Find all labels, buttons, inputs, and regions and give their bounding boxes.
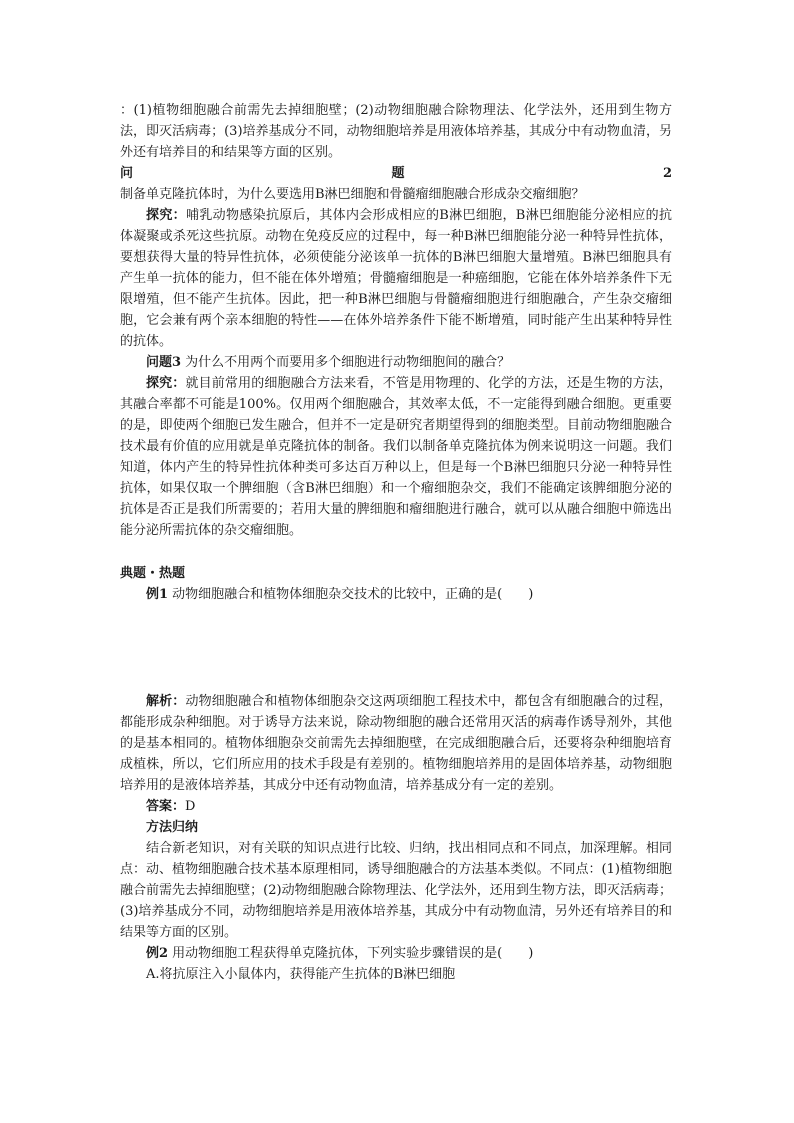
analysis-label: 解析： <box>146 694 186 709</box>
example-2 <box>120 943 672 964</box>
example-2-question: 用动物细胞工程获得单克隆抗体，下列实验步骤错误的是( ) <box>168 946 534 961</box>
question-2-explore <box>120 205 672 352</box>
example-2-label: 例2 <box>146 946 169 961</box>
question-2-heading <box>120 163 672 184</box>
example-1-analysis <box>120 691 672 796</box>
example-1-question: 动物细胞融合和植物体细胞杂交技术的比较中，正确的是( ) <box>168 587 534 602</box>
question-2-label-mid: 题 <box>391 166 405 181</box>
example-1 <box>120 584 672 605</box>
question-3-explore <box>120 373 672 541</box>
example-2-option-a: A.将抗原注入小鼠体内，获得能产生抗体的B淋巴细胞 <box>146 967 456 982</box>
question-3 <box>120 352 672 373</box>
section-title: 典题・热题 <box>120 566 186 581</box>
answer-label: 答案： <box>146 799 186 814</box>
question-2-number: 2 <box>662 166 672 181</box>
explore-text: 就目前常用的细胞融合方法来看，不管是用物理的、化学的方法，还是生物的方法，其融合率都不可能是100%。仅用两个细胞融合，其效率太低，不一定能得到融合细胞。更重要的是，即使两个细胞已发生融合，但并不一定是研究者期望得到的细胞类型。目前动物细胞融合技术最有价值的应用就是单克隆抗体的制备。我们以制备单克隆抗体为例来说明这一问题。我们知道，体内产生的特异性抗体种类可多达百万种以上，但是每一个B淋巴细胞只分泌一种特异性抗体，如果仅取一个脾细胞（含B淋巴细胞）和一个瘤细胞杂交，我们不能确定该脾细胞分泌的抗体是否正是我们所需要的；若用大量的脾细胞和瘤细胞进行融合，就可以从融合细胞中筛选出能分泌所需抗体的杂交瘤细胞。 <box>120 376 672 538</box>
question-2-text: 制备单克隆抗体时，为什么要选用B淋巴细胞和骨髓瘤细胞融合形成杂交瘤细胞？ <box>120 187 585 202</box>
explore-label: 探究： <box>146 376 186 391</box>
analysis-text: 动物细胞融合和植物体细胞杂交这两项细胞工程技术中，都包含有细胞融合的过程，都能形成杂种细胞。对于诱导方法来说，除动物细胞的融合还常用灭活的病毒作诱导剂外，其他的是基本相同的。植物体细胞杂交前需先去掉细胞壁，在完成细胞融合后，还要将杂种细胞培育成植株，所以，它们所应用的技术手段是有差别的。植物细胞培养用的是固体培养基，动物细胞培养用的是液体培养基，其成分中还有动物血清，培养基成分有一定的差别。 <box>120 694 672 793</box>
question-2-label-left: 问 <box>120 166 134 181</box>
explore-text: 哺乳动物感染抗原后，其体内会形成相应的B淋巴细胞，B淋巴细胞能分泌相应的抗体凝聚或杀死这些抗原。动物在免疫反应的过程中，每一种B淋巴细胞能分泌一种特异性抗体，要想获得大量的特异性抗体，必须使能分泌该单一抗体的B淋巴细胞大量增殖。B淋巴细胞具有产生单一抗体的能力，但不能在体外增殖；骨髓瘤细胞是一种癌细胞，它能在体外培养条件下无限增殖，但不能产生抗体。因此，把一种B淋巴细胞与骨髓瘤细胞进行细胞融合，产生杂交瘤细胞，它会兼有两个亲本细胞的特性——在体外培养条件下能不断增殖，同时能产生出某种特异性的抗体。 <box>120 208 672 349</box>
document-page <box>120 100 672 985</box>
question-3-label: 问题3 <box>146 355 182 370</box>
method-text: 结合新老知识，对有关联的知识点进行比较、归纳，找出相同点和不同点，加深理解。相同点：动、植物细胞融合技术基本原理相同，诱导细胞融合的方法基本类似。不同点：(1)植物细胞融合前需先去掉细胞壁；(2)动物细胞融合除物理法、化学法外，还用到生物方法，即灭活病毒；(3)培养基成分不同，动物细胞培养是用液体培养基，其成分中有动物血清，另外还有培养目的和结果等方面的区别。 <box>120 841 672 940</box>
explore-label: 探究： <box>146 208 186 223</box>
example-1-answer <box>120 796 672 817</box>
method-title: 方法归纳 <box>146 820 199 835</box>
example-1-label: 例1 <box>146 587 169 602</box>
answer-value: D <box>185 799 196 814</box>
question-3-text: 为什么不用两个而要用多个细胞进行动物细胞间的融合？ <box>181 355 511 370</box>
intro-continuation: ：(1)植物细胞融合前需先去掉细胞壁；(2)动物细胞融合除物理法、化学法外，还用到生物方法，即灭活病毒；(3)培养基成分不同，动物细胞培养是用液体培养基，其成分中有动物血清，另外还有培养目的和结果等方面的区别。 <box>120 103 672 160</box>
